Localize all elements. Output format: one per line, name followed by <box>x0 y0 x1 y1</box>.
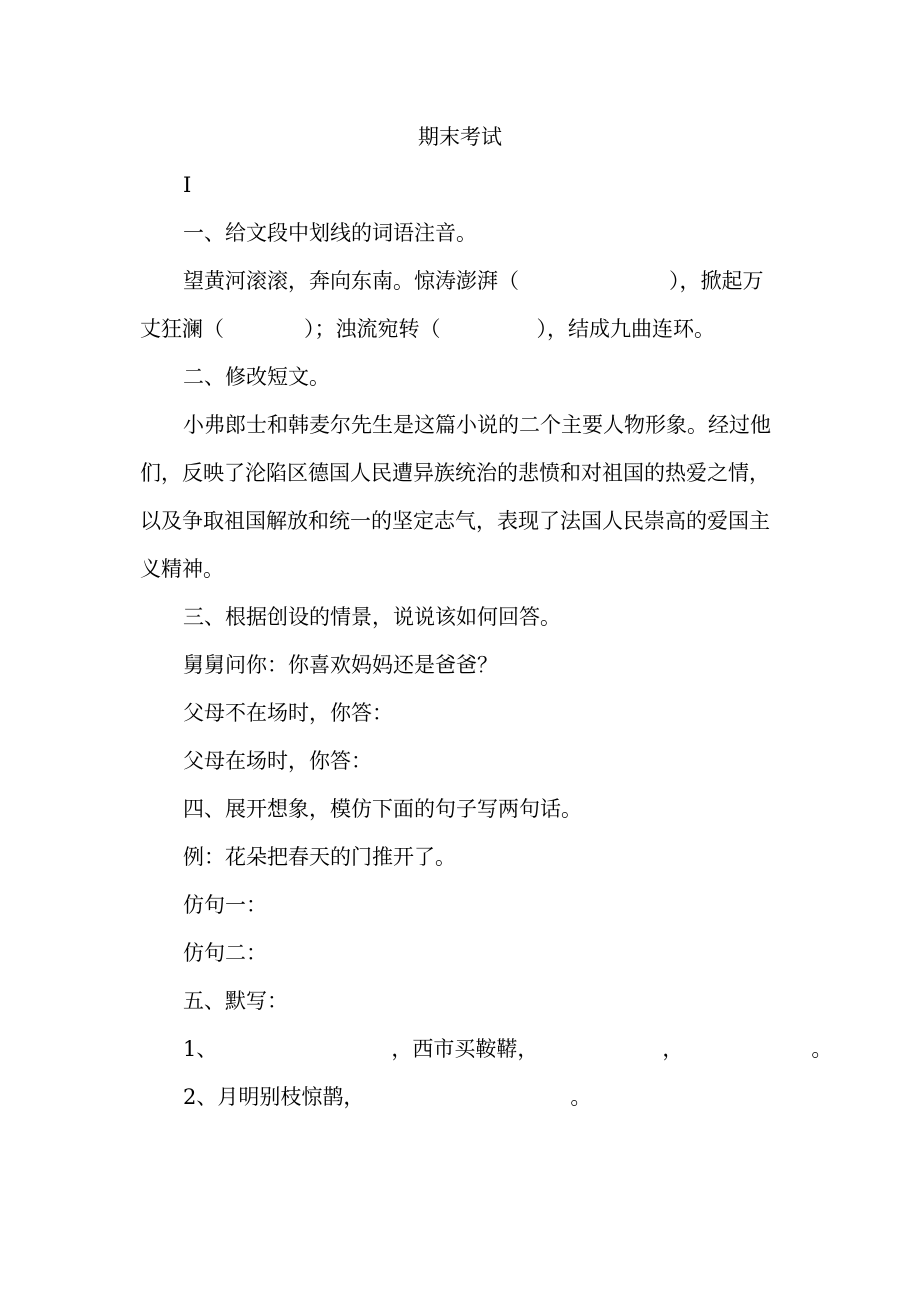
q5-item-1-comma: ， <box>662 1037 684 1061</box>
q1-line2-text-a: 丈狂澜（ <box>140 317 224 341</box>
q2-paragraph-line: 小弗郎士和韩麦尔先生是这篇小说的二个主要人物形象。经过他 <box>183 413 771 437</box>
q2-heading: 二、修改短文。 <box>183 365 330 389</box>
q1-line2-text-b: ）；浊流宛转（ <box>304 317 441 341</box>
q4-example: 例：花朵把春天的门推开了。 <box>183 845 456 869</box>
q5-item-1-end: 。 <box>811 1037 833 1061</box>
part-label: I <box>183 173 192 197</box>
q1-line1 <box>183 266 764 296</box>
q4-heading: 四、展开想象，模仿下面的句子写两句话。 <box>183 797 582 821</box>
document-title: 期末考试 <box>418 125 502 149</box>
q5-item-2 <box>183 1082 591 1112</box>
q1-line2 <box>140 314 715 344</box>
q5-heading: 五、默写： <box>183 989 288 1013</box>
q4-imitate-1: 仿句一： <box>183 893 267 917</box>
q5-item-1 <box>183 1034 832 1064</box>
q1-line1-text: 望黄河滚滚，奔向东南。惊涛澎湃（ <box>183 269 519 293</box>
q1-line2-text-c: ），结成九曲连环。 <box>536 317 715 341</box>
q1-line1-rest: ），掀起万 <box>669 269 764 293</box>
q5-item-2-text: 2、月明别枝惊鹊， <box>183 1085 365 1109</box>
q3-answer-absent: 父母不在场时，你答： <box>183 701 393 725</box>
q3-prompt: 舅舅问你：你喜欢妈妈还是爸爸？ <box>183 653 498 677</box>
q3-answer-present: 父母在场时，你答： <box>183 749 372 773</box>
q1-heading: 一、给文段中划线的词语注音。 <box>183 221 477 245</box>
q2-paragraph-line: 以及争取祖国解放和统一的坚定志气，表现了法国人民崇高的爱国主 <box>140 509 770 533</box>
q4-imitate-2: 仿句二： <box>183 941 267 965</box>
q5-item-1-number: 1、 <box>183 1037 218 1061</box>
q2-paragraph-line: 们，反映了沦陷区德国人民遭异族统治的悲愤和对祖国的热爱之情， <box>140 461 770 485</box>
q5-item-1-mid: ，西市买鞍鞯， <box>391 1037 539 1061</box>
q5-item-2-end: 。 <box>570 1085 592 1109</box>
q3-heading: 三、根据创设的情景，说说该如何回答。 <box>183 605 561 629</box>
q2-paragraph-line: 义精神。 <box>140 557 224 581</box>
